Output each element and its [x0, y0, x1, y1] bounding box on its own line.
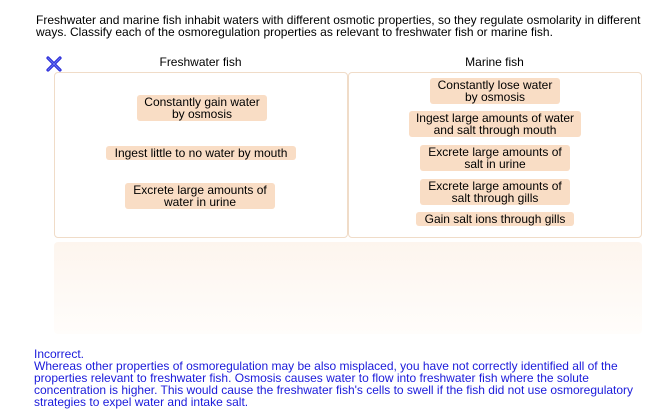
freshwater-column-header: Freshwater fish — [159, 55, 242, 69]
tile-constantly-lose-water[interactable] — [430, 78, 560, 104]
tile-line: Constantly gain water — [144, 95, 260, 109]
tile-line: Constantly lose water — [437, 78, 553, 92]
tile-line: Gain salt ions through gills — [424, 212, 566, 226]
tile-line: Ingest large amounts of water — [415, 111, 575, 125]
answer-bank[interactable] — [54, 242, 642, 334]
tile-line: salt in urine — [464, 157, 526, 171]
tile-constantly-gain-water[interactable] — [137, 95, 267, 121]
tile-excrete-water-in-urine[interactable] — [125, 183, 275, 209]
marine-column-header: Marine fish — [465, 55, 524, 69]
tile-line: Excrete large amounts of — [133, 183, 267, 197]
tile-excrete-salt-through-gills[interactable] — [420, 179, 570, 205]
tile-line: Excrete large amounts of — [428, 145, 562, 159]
tile-line: salt through gills — [451, 191, 539, 205]
feedback-message: Whereas other properties of osmoregulation may be also misplaced, you have not correctly identified all of the properties relevant to freshwater fish. Osmosis causes water to flow into freshwater fish where the solute concentration is higher. This would cause the freshwater fish's cells to swell if the fish did not use osmoregulatory strategies to expel water and intake salt. — [34, 359, 634, 409]
tile-ingest-little-water[interactable] — [106, 146, 296, 160]
tile-line: water in urine — [163, 195, 237, 209]
tile-line: Ingest little to no water by mouth — [114, 146, 288, 160]
tile-excrete-salt-in-urine[interactable] — [420, 145, 570, 171]
question-instructions: Freshwater and marine fish inhabit waters with different osmotic properties, so they regulate osmolarity in different ways. Classify each of the osmoregulation properties as relevant to freshwater fish or marine fish. — [36, 13, 641, 39]
tile-line: by osmosis — [464, 90, 526, 104]
tile-gain-salt-ions[interactable] — [416, 212, 574, 226]
tile-line: and salt through mouth — [433, 123, 557, 137]
tile-line: Excrete large amounts of — [428, 179, 562, 193]
marine-drop-zone[interactable] — [348, 72, 642, 238]
feedback-panel — [34, 348, 648, 408]
tile-ingest-water-and-salt[interactable] — [409, 111, 581, 137]
freshwater-drop-zone[interactable] — [54, 72, 348, 238]
feedback-status: Incorrect. — [34, 347, 85, 361]
tile-line: by osmosis — [171, 107, 233, 121]
